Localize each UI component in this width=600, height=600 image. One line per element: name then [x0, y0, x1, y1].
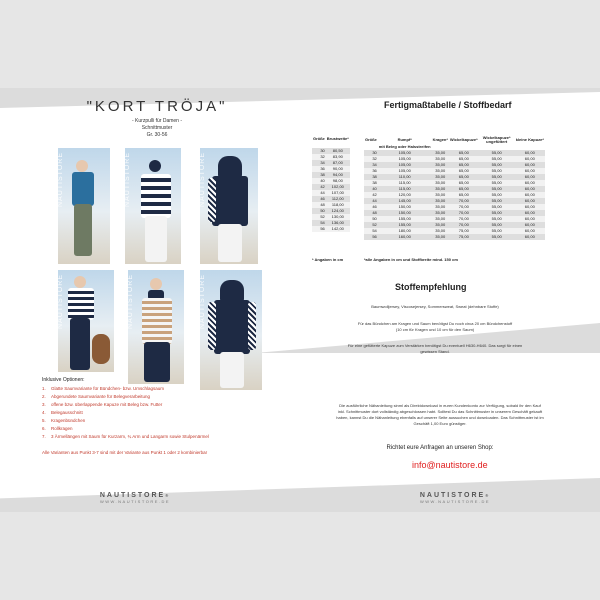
nautistore-logo-right: NAUTISTORE® WWW.NAUTISTORE.DE — [419, 492, 491, 504]
watermark-text: NAUTISTORE — [127, 274, 134, 329]
table-cell: 55,00 — [479, 162, 515, 168]
model-sleeve — [208, 302, 216, 350]
table-cell: 35,00 — [432, 204, 449, 210]
table-cell: 54 — [312, 220, 326, 226]
table-cell: 55,00 — [479, 204, 515, 210]
table-cell: 35,00 — [432, 156, 449, 162]
table-cell: 60,00 — [515, 210, 545, 216]
table-cell: 55,00 — [479, 156, 515, 162]
table-cell: 50 — [364, 216, 378, 222]
col-header: Größe — [365, 137, 377, 142]
table-row — [364, 234, 545, 240]
table-cell: 48 — [312, 202, 326, 208]
table-cell: 32 — [312, 154, 326, 160]
watermark-text: NAUTISTORE — [57, 274, 64, 329]
table-cell: 90,00 — [326, 166, 350, 172]
fabric-line: gewissen Stand. — [420, 349, 450, 354]
photo-3 — [200, 148, 258, 264]
info-line: Geschäft 1,00 Euro günstiger. — [413, 421, 467, 426]
table-cell: 83,90 — [326, 154, 350, 160]
photo-1 — [58, 148, 110, 264]
table-cell: 35,00 — [432, 210, 449, 216]
table-cell: 130,00 — [326, 214, 350, 220]
table-cell: 70,00 — [449, 216, 479, 222]
model-pants — [145, 216, 167, 262]
table-cell: 35,00 — [432, 234, 449, 240]
table-cell: 55,00 — [479, 180, 515, 186]
table-cell: 35,00 — [432, 168, 449, 174]
left-table-note: * Angaben in cm — [312, 257, 344, 262]
table-cell: 65,00 — [449, 150, 479, 156]
photo-2 — [125, 148, 181, 264]
table-cell: 32 — [364, 156, 378, 162]
table-cell: 94,00 — [326, 172, 350, 178]
col-header: Größe — [313, 136, 325, 141]
table-cell: 35,00 — [432, 162, 449, 168]
table-cell: 160,00 — [378, 234, 432, 240]
table-cell: 40 — [312, 178, 326, 184]
table-cell: 35,00 — [432, 216, 449, 222]
table-cell: 65,00 — [449, 168, 479, 174]
table-cell: 60,00 — [515, 162, 545, 168]
table-cell: 65,00 — [449, 162, 479, 168]
table-cell: 35,00 — [432, 192, 449, 198]
table-cell: 35,00 — [432, 150, 449, 156]
option-item: 6. Rollkragen — [42, 426, 73, 431]
watermark-text: NAUTISTORE — [199, 274, 206, 329]
fabric-line: Für das Bündchen am Kragen und Saum benötigst Du noch circa 20 cm Bündchenstoff — [357, 321, 513, 326]
table-cell: 60,00 — [515, 192, 545, 198]
table-cell: 118,00 — [326, 202, 350, 208]
table-cell: 107,00 — [326, 190, 350, 196]
model-pants — [144, 342, 170, 382]
contact-text: Richtet eure Anfragen an unseren Shop: — [386, 445, 494, 451]
table-cell: 30 — [312, 148, 326, 154]
table-cell: 155,00 — [378, 216, 432, 222]
table-cell: 150,00 — [378, 204, 432, 210]
table-cell: 55,00 — [479, 192, 515, 198]
table-cell: 60,00 — [515, 216, 545, 222]
table-cell: 35,00 — [432, 174, 449, 180]
table-cell: 30 — [364, 150, 378, 156]
model-pants — [70, 318, 90, 370]
table-cell: 60,00 — [515, 174, 545, 180]
size-chest-table — [312, 136, 350, 232]
option-item: 7. 3 Ärmellängen mit Saum für Kurzarm, ¾ Arm und Langarm sowie Stulpenärmel — [42, 434, 209, 439]
table-cell: 55,00 — [479, 234, 515, 240]
pattern-label: Schnittmuster — [141, 125, 173, 131]
table-cell: 48 — [364, 210, 378, 216]
table-cell: 42 — [364, 192, 378, 198]
model-head — [76, 160, 88, 172]
table-cell: 60,00 — [515, 222, 545, 228]
right-table-note: *alle Angaben in cm und Stoffbreite mind. 150 cm — [364, 257, 458, 262]
table-cell: 87,00 — [326, 160, 350, 166]
table-cell: 70,00 — [449, 198, 479, 204]
table-cell: 56 — [364, 234, 378, 240]
nautistore-logo-left: NAUTISTORE® WWW.NAUTISTORE.DE — [99, 492, 171, 504]
options-note: Alle Varianten aus Punkt 3-7 sind mit der Variante aus Punkt 1 oder 2 kombinierbar — [42, 450, 208, 455]
table-cell: 52 — [312, 214, 326, 220]
table-cell: 65,00 — [449, 156, 479, 162]
model-head — [150, 278, 162, 290]
product-subtitle: - Kurzpulli für Damen - — [131, 118, 182, 124]
table-cell: 55,00 — [479, 150, 515, 156]
option-item: 2. Abgerundete Saumvariante für Belegverarbeitung — [42, 394, 151, 399]
table-cell: 60,00 — [515, 150, 545, 156]
table-cell: 55,00 — [479, 216, 515, 222]
table-cell: 124,00 — [326, 208, 350, 214]
table-cell: 36 — [364, 168, 378, 174]
table-cell: 142,00 — [326, 226, 350, 232]
table-cell: 42 — [312, 184, 326, 190]
table-cell: 55,00 — [479, 228, 515, 234]
fabric-line: Baumwolljersey, Viscosejersey, Sommersweat, Sweat (dehnbare Stoffe) — [371, 304, 499, 309]
fabric-line: (10 cm für Kragen und 10 cm für den Saum) — [395, 327, 475, 332]
model-pants — [74, 204, 92, 256]
fabric-requirement-table — [364, 136, 545, 240]
option-item: 5. Kragenbündchen — [42, 418, 86, 423]
table-cell: 54 — [364, 228, 378, 234]
product-title: "KORT TRÖJA" — [86, 98, 228, 115]
table-cell: 60,00 — [515, 186, 545, 192]
table-cell: 35,00 — [432, 198, 449, 204]
table-cell: 80,50 — [326, 148, 350, 154]
watermark-text: NAUTISTORE — [57, 152, 64, 207]
table-cell: 115,00 — [378, 186, 432, 192]
model-head — [74, 276, 86, 288]
table-cell: 115,00 — [378, 180, 432, 186]
col-header: Brustweite* — [326, 136, 349, 141]
info-line: haben, kannst Du die Nähanleitung ebenfalls auf unserer Seite aussuchen und downloaden. Das Schnittmuster ist im — [336, 415, 544, 420]
watermark-text: NAUTISTORE — [124, 152, 131, 207]
table-cell: 75,00 — [449, 234, 479, 240]
table-cell: 46 — [364, 204, 378, 210]
table-cell: 55,00 — [479, 198, 515, 204]
size-range: Gr. 30-56 — [146, 132, 168, 138]
table-title: Fertigmaßtabelle / Stoffbedarf — [384, 100, 512, 110]
table-cell: 150,00 — [378, 210, 432, 216]
col-header: Wickelkapuze* ungefüttert — [482, 135, 511, 144]
model-cap — [149, 160, 161, 172]
model-striped-top — [68, 288, 94, 320]
table-cell: 34 — [364, 162, 378, 168]
table-cell: 44 — [364, 198, 378, 204]
fabric-line: Für eine gefütterte Kapuze zum Verstärken benötigst Du eventuell H630-H640. Das sorgt für einen — [347, 343, 523, 348]
table-cell: 105,00 — [378, 150, 432, 156]
model-striped-top — [141, 174, 171, 218]
table-cell: 60,00 — [515, 156, 545, 162]
table-cell: 38 — [312, 172, 326, 178]
table-cell: 38 — [364, 174, 378, 180]
contact-email-link[interactable]: info@nautistore.de — [412, 460, 488, 470]
table-cell: 60,00 — [515, 234, 545, 240]
col-header: Kragen* — [432, 137, 448, 142]
photo-6 — [200, 270, 262, 390]
table-cell: 35,00 — [432, 186, 449, 192]
table-cell: 35,00 — [432, 228, 449, 234]
model-pants — [220, 352, 244, 388]
model-hood — [220, 280, 244, 302]
photo-4 — [58, 270, 114, 372]
table-cell: 75,00 — [449, 228, 479, 234]
table-cell: 60,00 — [515, 198, 545, 204]
table-cell: 50 — [312, 208, 326, 214]
table-cell: 70,00 — [449, 204, 479, 210]
table-cell: 65,00 — [449, 186, 479, 192]
col-subheader: mit Beleg oder Halsstreifen — [378, 144, 431, 149]
model-hood — [218, 156, 242, 178]
table-cell: 55,00 — [479, 174, 515, 180]
table-cell: 70,00 — [449, 210, 479, 216]
table-cell: 40 — [364, 186, 378, 192]
model-top — [72, 172, 94, 206]
table-cell: 120,00 — [378, 192, 432, 198]
table-cell: 155,00 — [378, 222, 432, 228]
table-cell: 55,00 — [479, 168, 515, 174]
col-header: Rumpf* — [397, 137, 412, 142]
table-cell: 60,00 — [515, 168, 545, 174]
table-cell: 105,00 — [378, 156, 432, 162]
model-hoodie — [214, 300, 250, 354]
dog — [92, 334, 110, 364]
model-hoodie — [212, 176, 248, 226]
model-sleeve — [208, 178, 216, 222]
table-cell: 98,00 — [326, 178, 350, 184]
fabric-title: Stoffempfehlung — [395, 282, 467, 292]
options-heading: Inklusive Optionen: — [42, 377, 85, 383]
model-top — [142, 298, 172, 344]
table-cell: 55,00 — [479, 222, 515, 228]
table-cell: 65,00 — [449, 180, 479, 186]
table-cell: 36 — [312, 166, 326, 172]
option-item: 1. Glatte Saumvariante für Bündchen- bzw. Umschlagsaum — [42, 386, 165, 391]
table-cell: 60,00 — [515, 228, 545, 234]
col-header: Wickelkapuze* — [449, 137, 478, 142]
info-line: Die ausführliche Nähanleitung sinml als Direktdownload in euren Kundenkonto zur Verfügung, sobald ihr den Kauf — [339, 403, 541, 408]
watermark-text: NAUTISTORE — [199, 152, 206, 207]
table-row — [312, 226, 350, 232]
table-cell: 180,00 — [378, 228, 432, 234]
table-cell: 65,00 — [449, 174, 479, 180]
table-cell: 60,00 — [515, 180, 545, 186]
table-cell: 55,00 — [479, 186, 515, 192]
table-cell: 55,00 — [479, 210, 515, 216]
option-item: 3. offene bzw. überlappende Kapuze mit Beleg bzw. Futter — [42, 402, 163, 407]
table-cell: 60,00 — [515, 204, 545, 210]
option-item: 4. Belegausschnitt — [42, 410, 83, 415]
table-cell: 65,00 — [449, 192, 479, 198]
table-cell: 105,00 — [378, 168, 432, 174]
table-cell: 35,00 — [432, 222, 449, 228]
table-cell: 46 — [312, 196, 326, 202]
table-cell: 102,00 — [326, 184, 350, 190]
col-header: kleine Kapuze* — [515, 137, 544, 142]
info-line: inkl. Schnittmuster dort vollständig abgeschlossen habt. Solltest Du das Schnittmuster in unserem Geschäft gekauft — [337, 409, 543, 414]
table-cell: 35,00 — [432, 180, 449, 186]
table-cell: 145,00 — [378, 198, 432, 204]
table-cell: 105,00 — [378, 162, 432, 168]
model-sleeve — [248, 302, 256, 350]
table-cell: 38 — [364, 180, 378, 186]
table-cell: 34 — [312, 160, 326, 166]
photo-5 — [128, 270, 184, 384]
table-cell: 110,00 — [378, 174, 432, 180]
model-pants — [218, 224, 242, 262]
table-cell: 70,00 — [449, 222, 479, 228]
table-cell: 56 — [312, 226, 326, 232]
table-cell: 112,00 — [326, 196, 350, 202]
table-cell: 136,00 — [326, 220, 350, 226]
table-cell: 52 — [364, 222, 378, 228]
table-cell: 44 — [312, 190, 326, 196]
